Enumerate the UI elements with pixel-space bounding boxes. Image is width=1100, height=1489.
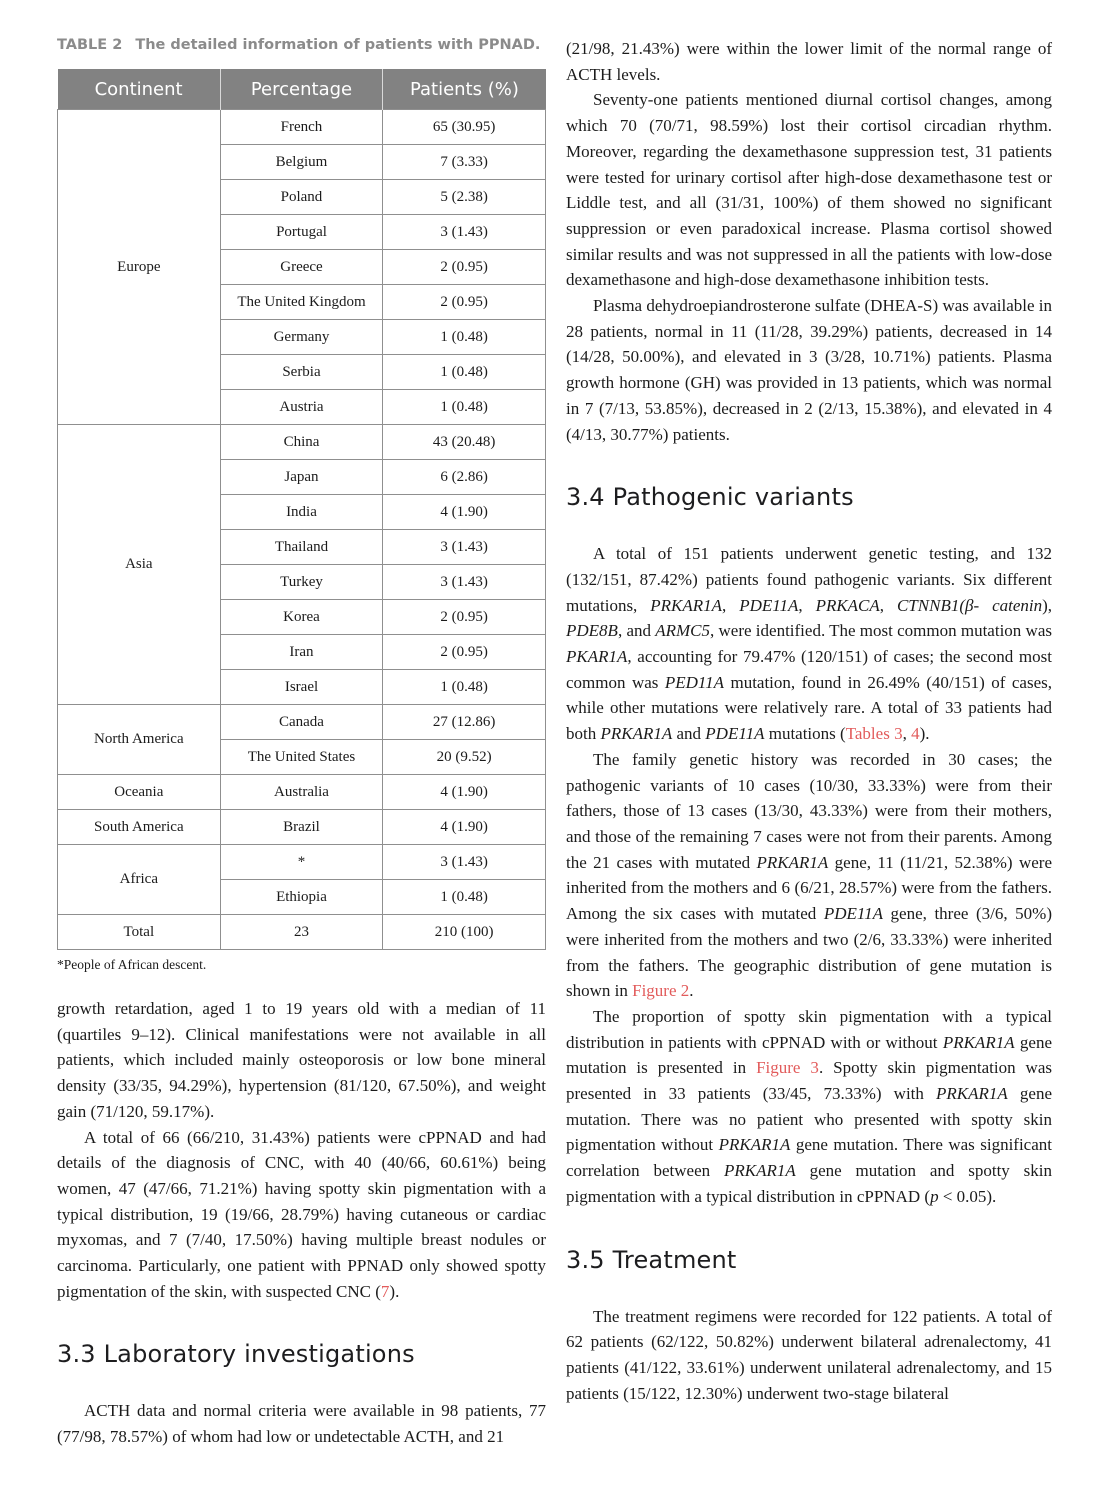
- left-column: [57, 36, 546, 1450]
- gene-name-italic: PRKAR1A: [718, 1135, 791, 1155]
- patients-count-cell: 3 (1.43): [383, 530, 546, 565]
- table-row: [58, 110, 546, 145]
- table-footnote: *People of African descent.: [57, 957, 207, 972]
- citation-link[interactable]: 7: [380, 1281, 390, 1301]
- section-heading-3-5: 3.5 Treatment: [566, 1245, 737, 1274]
- table-caption: [57, 36, 546, 54]
- text-segment: gene mutation and spotty skin pigmentation with a typical distribution in cPPNAD (: [566, 1161, 1052, 1206]
- patients-count-cell: 210 (100): [383, 915, 546, 950]
- patients-count-cell: 27 (12.86): [383, 705, 546, 740]
- gene-name-italic: p: [930, 1186, 939, 1206]
- section-heading-3-4: 3.4 Pathogenic variants: [566, 483, 854, 512]
- patients-count-cell: 6 (2.86): [383, 460, 546, 495]
- text-segment: mutations (: [764, 724, 846, 744]
- table-row: [58, 915, 546, 950]
- country-cell: The United States: [220, 740, 383, 775]
- text-segment: ,: [879, 595, 897, 615]
- country-cell: Japan: [220, 460, 383, 495]
- text-segment: (21/98, 21.43%) were within the lower limit of the normal range of ACTH levels.: [566, 39, 1052, 84]
- continent-cell: South America: [58, 810, 221, 845]
- patients-table: [57, 69, 546, 950]
- text-segment: ),: [1042, 595, 1053, 615]
- country-cell: *: [220, 845, 383, 880]
- patients-count-cell: 1 (0.48): [383, 320, 546, 355]
- text-segment: ).: [389, 1281, 400, 1301]
- text-segment: The family genetic history was recorded in 30 cases; the pathogenic variants of 10 cases (10/30, 33.33%) were from their fathers, those of 13 cases (13/30, 43.33%) were from their mothers, and those of the remaining 7 cases were not from their parents. Among the 21 cases with mutated: [566, 749, 1052, 872]
- patients-count-cell: 3 (1.43): [383, 845, 546, 880]
- header-continent: Continent: [58, 69, 221, 110]
- country-cell: Iran: [220, 635, 383, 670]
- gene-name-italic: PRKACA: [815, 595, 880, 615]
- continent-cell: Africa: [58, 845, 221, 915]
- country-cell: China: [220, 425, 383, 460]
- patients-count-cell: 1 (0.48): [383, 390, 546, 425]
- continent-cell: North America: [58, 705, 221, 775]
- text-segment: Seventy-one patients mentioned diurnal cortisol changes, among which 70 (70/71, 98.59%) lost their cortisol circadian rhythm. Moreover, regarding the dexamethasone suppression test, 31 patients were tested for urinary cortisol after high-dose dexamethasone test or Liddle test, and all (31/31, 100%) of them showed no significant suppression or even paradoxical increase. Plasma cortisol showed similar results and was not suppressed in all the patients with low-dose dexamethasone and high-dose dexamethasone inhibition tests.: [566, 90, 1052, 290]
- gene-name-italic: PRKAR1A: [756, 852, 829, 872]
- table-caption-label: TABLE 2: [57, 37, 123, 53]
- patients-count-cell: 3 (1.43): [383, 215, 546, 250]
- gene-name-italic: PRKAR1A: [650, 595, 723, 615]
- text-segment: , were identified. The most common mutation was: [710, 621, 1052, 641]
- patients-count-cell: 7 (3.33): [383, 145, 546, 180]
- header-patients: Patients (%): [383, 69, 546, 110]
- continent-cell: Europe: [58, 110, 221, 425]
- country-cell: Korea: [220, 600, 383, 635]
- country-cell: Ethiopia: [220, 880, 383, 915]
- patients-count-cell: 2 (0.95): [383, 285, 546, 320]
- paragraph-diurnal-cortisol: [566, 87, 1052, 293]
- citation-link[interactable]: Figure 3: [756, 1058, 819, 1078]
- paragraph-genetic-testing: [566, 541, 1052, 747]
- paragraph-acth-continued: [566, 36, 1052, 87]
- text-segment: ,: [722, 595, 740, 615]
- text-segment: . Spotty skin pigmentation was presented in 33 patients (33/45, 73.33%) with: [566, 1058, 1052, 1104]
- text-segment: ,: [902, 724, 912, 744]
- text-segment: , accounting for 79.47% (120/151) of cases; the second most common was: [566, 647, 1052, 692]
- text-segment: gene mutation. There was no patient who presented with spotty skin pigmentation without: [566, 1084, 1052, 1155]
- paragraph-cppnad-total: [57, 1125, 546, 1305]
- country-cell: Canada: [220, 705, 383, 740]
- patients-count-cell: 1 (0.48): [383, 355, 546, 390]
- patients-count-cell: 1 (0.48): [383, 670, 546, 705]
- paragraph-growth-retardation: [57, 996, 546, 1125]
- text-segment: , and: [617, 621, 656, 641]
- country-cell: Poland: [220, 180, 383, 215]
- paragraph-spotty-pigmentation: [566, 1004, 1052, 1210]
- gene-name-italic: PDE8B: [566, 621, 618, 641]
- gene-name-italic: PRKAR1A: [936, 1084, 1008, 1104]
- country-cell: Thailand: [220, 530, 383, 565]
- country-cell: Greece: [220, 250, 383, 285]
- patients-count-cell: 2 (0.95): [383, 600, 546, 635]
- patients-count-cell: 4 (1.90): [383, 495, 546, 530]
- gene-name-italic: PRKAR1A: [942, 1032, 1015, 1052]
- gene-name-italic: PRKAR1A: [723, 1161, 796, 1181]
- patients-count-cell: 3 (1.43): [383, 565, 546, 600]
- continent-cell: Oceania: [58, 775, 221, 810]
- paragraph-dheas: [566, 293, 1052, 447]
- country-cell: Israel: [220, 670, 383, 705]
- gene-name-italic: PKAR1A: [566, 647, 628, 667]
- gene-name-italic: PDE11A: [705, 724, 765, 744]
- citation-link[interactable]: 4: [911, 724, 920, 744]
- table-header-row: [58, 69, 546, 110]
- country-cell: Brazil: [220, 810, 383, 845]
- patients-count-cell: 43 (20.48): [383, 425, 546, 460]
- text-segment: Plasma dehydroepiandrosterone sulfate (DHEA-S) was available in 28 patients, normal in 11 (11/28, 39.29%) patients, decreased in 14 (14/28, 50.00%), and elevated in 3 (3/28, 10.71%) patients. Plasma growth hormone (GH) was provided in 13 patients, which was normal in 7 (7/13, 53.85%), decreased in 2 (2/13, 15.38%), and elevated in 4 (4/13, 30.77%) patients.: [566, 296, 1052, 444]
- text-segment: gene mutation. There was significant correlation between: [566, 1135, 1052, 1181]
- country-cell: Austria: [220, 390, 383, 425]
- header-percentage: Percentage: [220, 69, 383, 110]
- country-cell: Portugal: [220, 215, 383, 250]
- country-cell: India: [220, 495, 383, 530]
- gene-name-italic: CTNNB1: [896, 595, 960, 615]
- patients-count-cell: 4 (1.90): [383, 775, 546, 810]
- gene-name-italic: PDE11A: [823, 904, 883, 924]
- country-cell: Australia: [220, 775, 383, 810]
- citation-link[interactable]: Tables 3: [845, 724, 903, 744]
- gene-name-italic: ARMC5: [655, 621, 711, 641]
- text-segment: The proportion of spotty skin pigmentation with a typical distribution in patients with cPPNAD with or without: [566, 1006, 1052, 1052]
- country-cell: Germany: [220, 320, 383, 355]
- patients-count-cell: 20 (9.52): [383, 740, 546, 775]
- patients-count-cell: 2 (0.95): [383, 635, 546, 670]
- patients-table-body: [58, 110, 546, 950]
- paragraph-family-history: [566, 747, 1052, 1004]
- patients-table-head: [58, 69, 546, 110]
- text-segment: The treatment regimens were recorded for 122 patients. A total of 62 patients (62/122, 50.82%) underwent bilateral adrenalectomy, 41 patients (41/122, 33.61%) underwent unilateral adrenalectomy, and 15 patients (15/122, 12.30%) underwent two-stage bilateral: [566, 1306, 1052, 1403]
- text-segment: ,: [798, 595, 816, 615]
- gene-name-italic: catenin: [992, 595, 1043, 615]
- country-cell: The United Kingdom: [220, 285, 383, 320]
- country-cell: 23: [220, 915, 383, 950]
- text-segment: < 0.05).: [938, 1186, 997, 1206]
- gene-name-italic: PRKAR1A: [600, 724, 673, 744]
- text-segment: gene, three (3/6, 50%) were inherited from the mothers and two (2/6, 33.33%) were inherited from the fathers. The geographic distribution of gene mutation is shown in: [566, 904, 1052, 1001]
- text-segment: gene mutation is presented in: [566, 1032, 1052, 1078]
- text-segment: and: [672, 724, 706, 744]
- table-row: [58, 705, 546, 740]
- table-row: [58, 775, 546, 810]
- text-segment: A total of 66 (66/210, 31.43%) patients were cPPNAD and had details of the diagnosis of CNC, with 40 (40/66, 60.61%) being women, 47 (47/66, 71.21%) having spotty skin pigmentation with a typical distribution, 19 (19/66, 28.79%) having cutaneous or cardiac myxomas, and 7 (7/40, 17.50%) having multiple breast nodules or carcinoma. Particularly, one patient with PPNAD only showed spotty pigmentation of the skin, with suspected CNC (: [57, 1127, 546, 1301]
- paragraph-acth: [57, 1398, 546, 1449]
- country-cell: Turkey: [220, 565, 383, 600]
- citation-link[interactable]: Figure 2: [632, 981, 690, 1001]
- text-segment: mutation, found in 26.49% (40/151) of cases, while other mutations were relatively rare. A total of 33 patients had both: [566, 672, 1052, 744]
- table-caption-text: The detailed information of patients with PPNAD.: [135, 37, 541, 53]
- text-segment: A total of 151 patients underwent genetic testing, and 132 (132/151, 87.42%) patients found pathogenic variants. Six different mutations,: [566, 544, 1052, 615]
- patients-count-cell: 1 (0.48): [383, 880, 546, 915]
- text-segment: growth retardation, aged 1 to 19 years old with a median of 11 (quartiles 9–12). Clinical manifestations were not available in all patients, which included mainly osteoporosis or low bone mineral density (33/35, 94.29%), hypertension (81/120, 67.50%), and weight gain (71/120, 59.17%).: [57, 999, 546, 1121]
- text-segment: .: [689, 981, 694, 1001]
- continent-cell: Total: [58, 915, 221, 950]
- country-cell: Belgium: [220, 145, 383, 180]
- country-cell: Serbia: [220, 355, 383, 390]
- table-row: [58, 425, 546, 460]
- section-heading-3-3: 3.3 Laboratory investigations: [57, 1340, 415, 1369]
- text-segment: ACTH data and normal criteria were available in 98 patients, 77 (77/98, 78.57%) of whom had low or undetectable ACTH, and 21: [57, 1401, 546, 1447]
- continent-cell: Asia: [58, 425, 221, 705]
- text-segment: gene, 11 (11/21, 52.38%) were inherited from the mothers and 6 (6/21, 28.57%) were from the fathers. Among the six cases with mutated: [566, 852, 1052, 924]
- text-segment: ).: [919, 724, 930, 744]
- patients-count-cell: 2 (0.95): [383, 250, 546, 285]
- table-row: [58, 845, 546, 880]
- gene-name-italic: PDE11A: [739, 595, 799, 615]
- paragraph-treatment: [566, 1304, 1052, 1407]
- patients-count-cell: 5 (2.38): [383, 180, 546, 215]
- gene-name-italic: PED11A: [664, 672, 725, 692]
- patients-count-cell: 65 (30.95): [383, 110, 546, 145]
- gene-name-italic: (β-: [959, 595, 993, 615]
- table-row: [58, 810, 546, 845]
- right-column: [566, 36, 1052, 1406]
- patients-count-cell: 4 (1.90): [383, 810, 546, 845]
- country-cell: French: [220, 110, 383, 145]
